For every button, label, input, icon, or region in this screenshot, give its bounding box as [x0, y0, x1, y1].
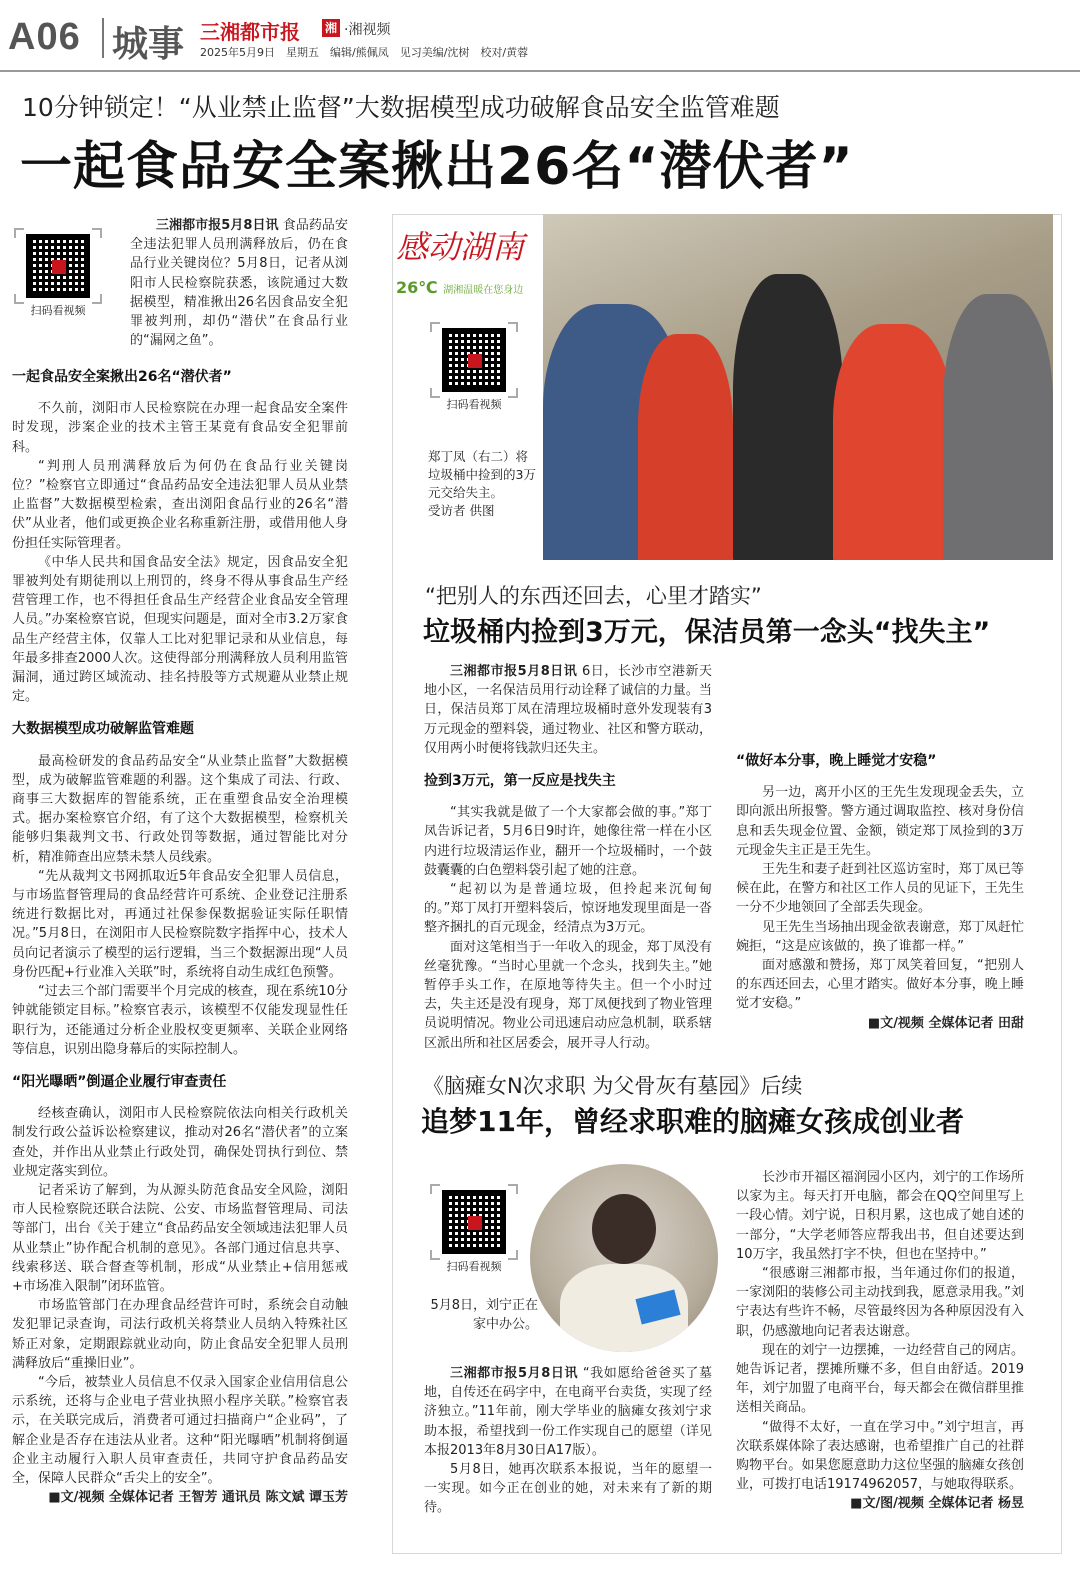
lead-paragraph: 经核查确认，浏阳市人民检察院依法向相关行政机关制发行政公益诉讼检察建议，推动对26名“潜伏者”的立案查处，并作出从业禁止行政处罚，确保处罚执行到位、禁业规定落实到位。 [12, 1106, 348, 1179]
feature-paragraph: 见王先生当场抽出现金欲表谢意，郑丁凤赶忙婉拒，“这是应该做的，换了谁都一样。” [736, 919, 1024, 954]
feature-byline: ■文/视频 全媒体记者 田甜 [867, 1015, 1024, 1031]
qr-corner-icon [92, 294, 102, 304]
lead-kicker: 10分钟锁定！“从业禁止监督”大数据模型成功破解食品安全监管难题 [22, 93, 780, 122]
page-header [0, 0, 1080, 70]
lead-qr-block[interactable] [14, 228, 102, 324]
feature-paragraph: 面对这笔相当于一年收入的现金，郑丁凤没有丝毫犹豫。“当时心里就一个念头，找到失主。”她暂停手头工作，在原地等待失主。但一个小时过去，失主还是没有现身，郑丁凤便找到了物业管理员说明情况。物业公司迅速启动应急机制，联系辖区派出所和社区居委会，展开寻人行动。 [424, 939, 712, 1051]
qr-label: 扫码看视频 [30, 304, 86, 317]
feature-paragraph: 王先生和妻子赶到社区巡访室时，郑丁凤已等候在此，在警方和社区工作人员的见证下，王先生一分不少地领回了全部丢失现金。 [736, 862, 1024, 916]
feature-paragraph: 面对感激和赞扬，郑丁凤笑着回复，“把别人的东西还回去，心里才踏实。做好本分事，晚上睡觉才安稳。” [736, 958, 1024, 1012]
lead-subhead-2: 大数据模型成功破解监管难题 [12, 721, 194, 738]
lead-subhead-1: 一起食品安全案揪出26名“潜伏者” [12, 369, 232, 385]
lead-dateline: 三湘都市报5月8日讯 [156, 218, 279, 233]
qr-corner-icon [430, 1250, 440, 1260]
masthead-logo-text: ·湘视频 [344, 22, 391, 38]
qr-label: 扫码看视频 [446, 1260, 502, 1273]
photo-figure-cleaner [833, 324, 953, 560]
lead-paragraph: “今后，被禁业人员信息不仅录入国家企业信用信息公示系统，还将与企业电子营业执照小程序关联。”检察官表示，在关联完成后，消费者可通过扫描商户“企业码”，了解企业是否存在违法从业者。这种“阳光曝晒”机制将倒逼企业主动履行入职人员审查责任，共同守护食品药品安全，保障人民群众“舌尖上的安全”。 [12, 1374, 348, 1486]
masthead-logo-icon: 湘 [322, 19, 340, 37]
lead-byline: ■文/视频 全媒体记者 王智芳 通讯员 陈文斌 谭玉芳 [48, 1490, 348, 1506]
story3-paragraph: “很感谢三湘都市报，当年通过你们的报道，一家浏阳的装修公司主动找到我，愿意录用我。”刘宁表达有些许不畅，尽管最终因为各种原因没有入职，仍感激地向记者表达谢意。 [736, 1266, 1024, 1339]
story3-headline: 追梦11年，曾经求职难的脑瘫女孩成创业者 [421, 1105, 964, 1138]
story3-photo [530, 1164, 718, 1352]
story3-photo-caption: 5月8日，刘宁正在家中办公。 [430, 1298, 538, 1332]
feature-subhead-1: 捡到3万元，第一反应是找失主 [424, 773, 616, 790]
qr-corner-icon [508, 322, 518, 332]
qr-corner-icon [508, 1250, 518, 1260]
caption-credit: 受访者 供图 [428, 503, 495, 518]
feature-paragraph: 另一边，离开小区的王先生发现现金丢失，立即向派出所报警。警方通过调取监控、核对身份信息和丢失现金位置、金额，锁定郑丁凤捡到的3万元现金失主正是王先生。 [736, 785, 1024, 858]
feature-temp: 26℃ [396, 278, 438, 297]
lead-paragraph: “先从裁判文书网抓取近5年食品安全犯罪人员信息，与市场监督管理局的食品经营许可系统、企业登记注册系统进行数据比对，再通过社保参保数据验证实际任职情况。”5月8日，在浏阳市人民检察院数字指挥中心，技术人员向记者演示了模型的运行逻辑，当三个数据源出现“人员身份匹配+行业准入关联”时，系统将自动生成红色预警。 [12, 868, 348, 980]
feature-tag [396, 278, 523, 297]
qr-corner-icon [430, 1184, 440, 1194]
caption-text: 郑丁凤（右二）将垃圾桶中捡到的3万元交给失主。 [428, 449, 536, 500]
feature-paragraph: “起初以为是普通垃圾，但拎起来沉甸甸的。”郑丁凤打开塑料袋后，惊讶地发现里面是一沓整齐捆扎的百元现金，经清点为3万元。 [424, 882, 712, 936]
story3-paragraph: 现在的刘宁一边摆摊，一边经营自己的网店。她告诉记者，摆摊所赚不多，但自由舒适。2019年，刘宁加盟了电商平台，每天都会在微信群里推送相关商品。 [736, 1342, 1024, 1416]
qr-corner-icon [14, 228, 24, 238]
qr-code-icon[interactable] [26, 234, 90, 298]
lead-intro-text: 食品药品安全违法犯罪人员刑满释放后，仍在食品行业关键岗位？5月8日，记者从浏阳市人民检察院获悉，该院通过大数据模型，精准揪出26名因食品安全犯罪被判刑，却仍“潜伏”在食品行业的“漏网之鱼”。 [130, 218, 348, 349]
section-name: 城事 [112, 24, 185, 65]
lead-paragraph: 不久前，浏阳市人民检察院在办理一起食品安全案件时发现，涉案企业的技术主管王某竟有食品安全犯罪前科。 [12, 401, 348, 455]
lead-paragraph: 记者采访了解到，为从源头防范食品安全风险，浏阳市人民检察院还联合法院、公安、市场监督管理局、司法等部门，出台《关于建立“食品药品安全领域违法犯罪人员从业禁止”协作配合机制的意见》。各部门通过信息共享、线索移送、联合督查等机制，形成“从业禁止+信用惩戒+市场准入限制”闭环监管。 [12, 1182, 348, 1294]
feature-photo-caption [428, 448, 536, 520]
lead-paragraph: 《中华人民共和国食品安全法》规定，因食品安全犯罪被判处有期徒刑以上刑罚的，终身不得从事食品生产经营管理工作，也不得担任食品生产经营企业食品安全管理人员。”办案检察官说，但现实问题是，面对全市3.2万家食品生产经营主体，仅靠人工比对犯罪记录和从业信息，每年最多排查2000人次。这使得部分刑满释放人员利用监管漏洞，通过跨区域流动、挂名持股等方式规避从业禁止规定。 [12, 554, 348, 705]
qr-corner-icon [430, 388, 440, 398]
masthead: 三湘都市报 [200, 20, 300, 44]
header-rule [0, 70, 1080, 72]
photo-head [592, 1194, 656, 1264]
lead-paragraph: “判刑人员刑满释放后为何仍在食品行业关键岗位？”检察官立即通过“食品药品安全违法犯罪人员从业禁止监督”大数据模型检索，查出浏阳食品行业的26名“潜伏”从业者，他们或更换企业名称重新注册，或借用他人身份担任实际管理者。 [12, 458, 348, 551]
qr-corner-icon [508, 1184, 518, 1194]
feature-headline: 垃圾桶内捡到3万元，保洁员第一念头“找失主” [423, 617, 991, 648]
story3-paragraph: “我如愿给爸爸买了墓地，自传还在码字中，在电商平台卖货，实现了经济独立。”11年前，刚大学毕业的脑瘫女孩刘宁求助本报，希望找到一份工作实现自己的愿望（详见本报2013年8月30日A17版）。 [424, 1366, 712, 1458]
story3-kicker: 《脑瘫女N次求职 为父骨灰有墓园》后续 [423, 1074, 803, 1098]
photo-figure-man [733, 274, 843, 560]
lead-headline: 一起食品安全案揪出26名“潜伏者” [20, 137, 854, 197]
feature-col-2 [736, 662, 1024, 1033]
feature-qr-block[interactable] [430, 322, 518, 418]
issue-meta: 2025年5月9日 星期五 编辑/熊佩凤 见习美编/沈树 校对/黄蓉 [200, 46, 529, 59]
lead-paragraph: “过去三个部门需要半个月完成的核查，现在系统10分钟就能锁定目标。”检察官表示，该模型不仅能发现显性任职行为，还能通过分析企业股权变更频率、关联企业网络等信息，识别出隐身幕后的实际控制人。 [12, 984, 348, 1057]
story3-qr-block[interactable] [430, 1184, 518, 1280]
feature-logo: 感动湖南 [396, 228, 525, 266]
qr-corner-icon [14, 294, 24, 304]
page-number: A06 [8, 16, 81, 58]
lead-paragraph: 市场监管部门在办理食品经营许可时，系统会自动触发犯罪记录查询，司法行政机关将禁业人员纳入特殊社区矫正对象，定期跟踪就业动向，防止食品安全犯罪人员刑满释放后“重操旧业”。 [12, 1298, 348, 1371]
lead-paragraph: 最高检研发的食品药品安全“从业禁止监督”大数据模型，成为破解监管难题的利器。这个集成了司法、行政、商事三大数据库的智能系统，正在重塑食品安全治理模式。据办案检察官介绍，有了这个大数据模型，检察机关能够归集裁判文书、行政处罚等数据，通过智能比对分析，精准筛查出应禁未禁人员线索。 [12, 753, 348, 865]
photo-figure-owner [943, 294, 1053, 560]
lead-intro [130, 216, 348, 350]
feature-dateline: 三湘都市报5月8日讯 [450, 664, 578, 679]
qr-code-icon[interactable] [442, 1190, 506, 1254]
feature-paragraph: 6日，长沙市空港新天地小区，一名保洁员用行动诠释了诚信的力量。当日，保洁员郑丁凤在清理垃圾桶时意外发现装有3万元现金的塑料袋，通过物业、社区和警方联动，仅用两小时便将钱款归还失主。 [424, 664, 713, 756]
feature-photo [543, 214, 1053, 560]
story3-col-2 [736, 1168, 1024, 1514]
feature-subhead-2: “做好本分事，晚上睡觉才安稳” [736, 753, 937, 769]
feature-kicker: “把别人的东西还回去，心里才踏实” [425, 584, 762, 608]
story3-col-1 [424, 1364, 712, 1518]
lead-subhead-3: “阳光曝晒”倒逼企业履行审查责任 [12, 1073, 227, 1090]
header-divider [102, 18, 104, 58]
qr-label: 扫码看视频 [446, 398, 502, 411]
story3-byline: ■文/图/视频 全媒体记者 杨昱 [850, 1496, 1024, 1512]
story3-dateline: 三湘都市报5月8日讯 [450, 1366, 579, 1381]
feature-slogan: 湖湘温暖在您身边 [443, 285, 524, 296]
qr-code-icon[interactable] [442, 328, 506, 392]
story3-paragraph: “做得不太好，一直在学习中。”刘宁坦言，再次联系媒体除了表达感谢，也希望推广自己的社群购物平台。如果您愿意助力这位坚强的脑瘫女孩创业，可拨打电话19174962057，与她取得联系。 [736, 1419, 1024, 1493]
qr-corner-icon [430, 322, 440, 332]
lead-body [12, 354, 348, 1507]
story3-paragraph: 长沙市开福区福润园小区内，刘宁的工作场所以家为主。每天打开电脑，都会在QQ空间里写上一段心情。刘宁说，日积月累，这也成了她自述的一部分，“大学老师答应帮我出书，但自述要达到10万字，我虽然打字不快，但也在坚持中。” [736, 1170, 1024, 1262]
qr-corner-icon [92, 228, 102, 238]
photo-figure-worker [638, 334, 733, 560]
feature-col-1 [424, 662, 712, 1053]
qr-corner-icon [508, 388, 518, 398]
story3-paragraph: 5月8日，她再次联系本报说，当年的愿望一一实现。如今正在创业的她，对未来有了新的期待。 [424, 1462, 712, 1516]
feature-paragraph: “其实我就是做了一个大家都会做的事。”郑丁凤告诉记者，5月6日9时许，她像往常一样在小区内进行垃圾清运作业，翻开一个垃圾桶时，一个鼓鼓囊囊的白色塑料袋引起了她的注意。 [424, 805, 712, 878]
